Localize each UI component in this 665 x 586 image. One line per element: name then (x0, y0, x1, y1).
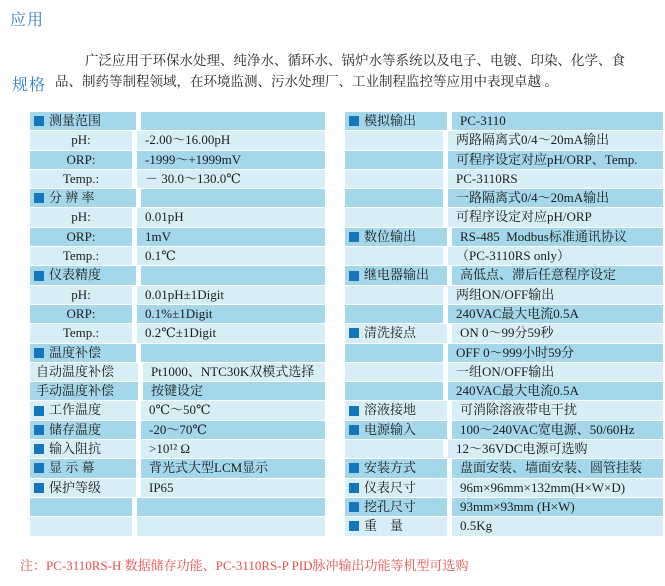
footer-note: 注：PC-3110RS-H 数据储存功能、PC-3110RS-P PID脉冲输出功能等机型可选购 (20, 558, 469, 573)
spec-label (30, 170, 132, 188)
spec-value (136, 344, 325, 362)
table-row (30, 382, 325, 401)
table-row (30, 440, 325, 459)
spec-value: Pt1000、NTC30K双模式选择 (138, 363, 325, 381)
spec-label (345, 228, 447, 246)
table-row (30, 324, 325, 343)
spec-label (30, 459, 136, 477)
spec-value: － 30.0～130.0℃ (132, 170, 325, 188)
spec-value (132, 517, 325, 535)
table-row (345, 421, 663, 440)
spec-label-text: 安装方式 (364, 460, 417, 476)
spec-value: 可程序设定对应pH/ORP (443, 208, 663, 226)
spec-label (345, 305, 443, 323)
spec-value: -20～70℃ (136, 421, 325, 439)
spec-label (30, 266, 136, 284)
spec-table-right (345, 112, 663, 537)
spec-label (345, 112, 447, 130)
spec-label (30, 517, 132, 535)
spec-value (136, 112, 325, 130)
spec-label (30, 344, 136, 362)
table-row (30, 112, 325, 131)
spec-label-text: 温度补偿 (49, 344, 102, 360)
spec-value: 0.2℃±1Digit (132, 324, 325, 342)
table-row (30, 286, 325, 305)
spec-value (136, 266, 325, 284)
application-heading: 应用 (10, 12, 45, 29)
table-row (30, 189, 325, 208)
spec-value: 1mV (132, 228, 325, 246)
spec-value: PC-3110 (447, 112, 663, 130)
spec-label (345, 421, 447, 439)
table-row (30, 517, 325, 536)
spec-label (345, 479, 447, 497)
spec-label-text: 工作温度 (49, 402, 102, 418)
spec-value (132, 498, 325, 516)
spec-value: 按键设定 (138, 382, 325, 400)
bullet-square-icon (34, 483, 44, 493)
spec-value: IP65 (136, 479, 325, 497)
spec-label-text: 显 示 幕 (49, 460, 95, 476)
spec-value: 一组ON/OFF输出 (443, 363, 663, 381)
table-row (345, 286, 663, 305)
spec-label (345, 401, 447, 419)
spec-label-text: ORP: (66, 305, 96, 321)
bullet-square-icon (349, 483, 359, 493)
spec-value: 背光式大型LCM显示 (136, 459, 325, 477)
table-row (345, 382, 663, 401)
spec-table-left (30, 112, 325, 537)
spec-value: 12～36VDC电源可选购 (443, 440, 663, 458)
spec-label-text: 挖孔尺寸 (364, 498, 417, 514)
spec-label (30, 440, 136, 458)
spec-label (30, 421, 136, 439)
spec-value: 100～240VAC宽电源、50/60Hz (447, 421, 663, 439)
spec-value: ON 0～99分59秒 (447, 324, 663, 342)
spec-label (345, 344, 443, 362)
table-row (30, 305, 325, 324)
spec-label-text: 清洗接点 (364, 325, 417, 341)
spec-value: （PC-3110RS only） (443, 247, 663, 265)
spec-label (30, 286, 132, 304)
table-row (30, 170, 325, 189)
spec-label-text: 自动温度补偿 (36, 363, 115, 379)
table-row (30, 344, 325, 363)
table-row (30, 363, 325, 382)
table-row (30, 459, 325, 478)
spec-label-text: 仪表精度 (49, 267, 102, 283)
spec-label-text: 溶液接地 (364, 402, 417, 418)
bullet-square-icon (349, 406, 359, 416)
spec-value: -2.00～16.00pH (132, 131, 325, 149)
spec-label-text: 重 量 (364, 518, 404, 534)
table-row (30, 228, 325, 247)
spec-label-text: 分 辨 率 (49, 190, 95, 206)
spec-value: 一路隔离式0/4～20mA输出 (443, 189, 663, 207)
spec-label (345, 363, 443, 381)
bullet-square-icon (34, 348, 44, 358)
spec-label-text: 数位输出 (364, 228, 417, 244)
spec-label (345, 517, 447, 535)
spec-label (30, 382, 138, 400)
spec-label (30, 401, 136, 419)
bullet-square-icon (349, 425, 359, 435)
spec-label (30, 189, 136, 207)
table-row (30, 479, 325, 498)
spec-label (30, 363, 138, 381)
spec-label (345, 247, 443, 265)
table-row (30, 401, 325, 420)
spec-label-text: ORP: (66, 228, 96, 244)
table-row (345, 324, 663, 343)
spec-label-text: pH: (71, 209, 91, 225)
table-row (345, 170, 663, 189)
spec-label (345, 151, 443, 169)
spec-label (30, 305, 132, 323)
spec-label (345, 189, 443, 207)
spec-value: 两路隔离式0/4～20mA输出 (443, 131, 663, 149)
spec-value: 240VAC最大电流0.5A (443, 305, 663, 323)
spec-label (30, 247, 132, 265)
bullet-square-icon (349, 271, 359, 281)
bullet-square-icon (349, 502, 359, 512)
table-row (30, 151, 325, 170)
table-row (345, 131, 663, 150)
spec-label-text: 模拟输出 (364, 113, 417, 128)
table-row (345, 228, 663, 247)
spec-label (30, 324, 132, 342)
table-row (345, 401, 663, 420)
table-row (30, 421, 325, 440)
bullet-square-icon (349, 232, 359, 242)
spec-value (136, 189, 325, 207)
spec-value: 0.1%±1Digit (132, 305, 325, 323)
table-row (345, 517, 663, 536)
spec-label (345, 208, 443, 226)
application-intro-paragraph: 广泛应用于环保水处理、纯净水、循环水、锅炉水等系统以及电子、电镀、印染、化学、食品、制药等制程领域，在环境监测、污水处理厂、工业制程监控等应用中表现卓越 。 (55, 52, 625, 89)
bullet-square-icon (34, 193, 44, 203)
bullet-square-icon (34, 444, 44, 454)
spec-label (345, 459, 447, 477)
table-row (30, 131, 325, 150)
spec-label (345, 286, 443, 304)
bullet-square-icon (349, 116, 359, 126)
spec-value: 0.1℃ (132, 247, 325, 265)
spec-value: PC-3110RS (443, 170, 663, 188)
spec-value: 0℃～50℃ (136, 401, 325, 419)
spec-value: -1999～+1999mV (132, 151, 325, 169)
spec-label-text: pH: (71, 286, 91, 302)
spec-label (345, 324, 447, 342)
spec-label-text: 输入阻抗 (49, 441, 102, 457)
spec-label (345, 382, 443, 400)
bullet-square-icon (349, 463, 359, 473)
table-row (345, 498, 663, 517)
spec-label-text: Temp.: (62, 170, 100, 186)
spec-label (345, 440, 443, 458)
spec-label (30, 151, 132, 169)
spec-label-text: Temp.: (62, 325, 100, 341)
spec-value: 可消除溶液带电干扰 (447, 401, 663, 419)
bullet-square-icon (34, 463, 44, 473)
spec-label (345, 131, 443, 149)
spec-label (30, 131, 132, 149)
bullet-square-icon (34, 406, 44, 416)
table-row (30, 208, 325, 227)
spec-label (30, 112, 136, 130)
spec-label (345, 266, 447, 284)
bullet-square-icon (34, 116, 44, 126)
bullet-square-icon (34, 271, 44, 281)
bullet-square-icon (349, 521, 359, 531)
spec-label-text: Temp.: (62, 248, 100, 264)
spec-value: 盘面安装、墙面安装、圆管挂装 (447, 459, 663, 477)
spec-label (30, 208, 132, 226)
spec-label (345, 170, 443, 188)
spec-label-text: 手动温度补偿 (36, 383, 115, 399)
bullet-square-icon (349, 328, 359, 338)
table-row (345, 344, 663, 363)
bullet-square-icon (34, 425, 44, 435)
table-row (345, 247, 663, 266)
spec-value: 0.01pH±1Digit (132, 286, 325, 304)
spec-label-text: 电源输入 (364, 421, 417, 437)
spec-label-text: pH: (71, 132, 91, 148)
table-row (30, 498, 325, 517)
table-row (345, 208, 663, 227)
spec-label-text: 继电器输出 (364, 267, 430, 283)
spec-value: 96m×96mm×132mm(H×W×D) (447, 479, 663, 497)
table-row (345, 112, 663, 131)
table-row (345, 363, 663, 382)
spec-label-text: 储存温度 (49, 421, 102, 437)
table-row (30, 247, 325, 266)
table-row (345, 440, 663, 459)
spec-value: OFF 0～999小时59分 (443, 344, 663, 362)
spec-label-text: 保护等级 (49, 479, 102, 495)
spec-value: 可程序设定对应pH/ORP、Temp. (443, 151, 663, 169)
spec-label-text: 仪表尺寸 (364, 479, 417, 495)
spec-label (345, 498, 447, 516)
spec-value: 高低点、滞后任意程序设定 (447, 266, 663, 284)
spec-label-text: ORP: (66, 151, 96, 167)
spec-value: 240VAC最大电流0.5A (443, 382, 663, 400)
table-row (345, 266, 663, 285)
table-row (345, 151, 663, 170)
spec-value: 0.01pH (132, 208, 325, 226)
spec-label (30, 498, 132, 516)
spec-label (30, 228, 132, 246)
table-row (30, 266, 325, 285)
spec-value: 0.5Kg (447, 517, 663, 535)
spec-value: 93mm×93mm (H×W) (447, 498, 663, 516)
table-row (345, 189, 663, 208)
spec-value: RS-485 Modbus标准通讯协议 (447, 228, 663, 246)
table-row (345, 305, 663, 324)
spec-label-text: 测量范围 (49, 113, 102, 128)
specification-heading: 规格 (12, 77, 47, 94)
spec-label (30, 479, 136, 497)
table-row (345, 479, 663, 498)
table-row (345, 459, 663, 478)
spec-value: 两组ON/OFF输出 (443, 286, 663, 304)
spec-value: >10¹² Ω (136, 440, 325, 458)
